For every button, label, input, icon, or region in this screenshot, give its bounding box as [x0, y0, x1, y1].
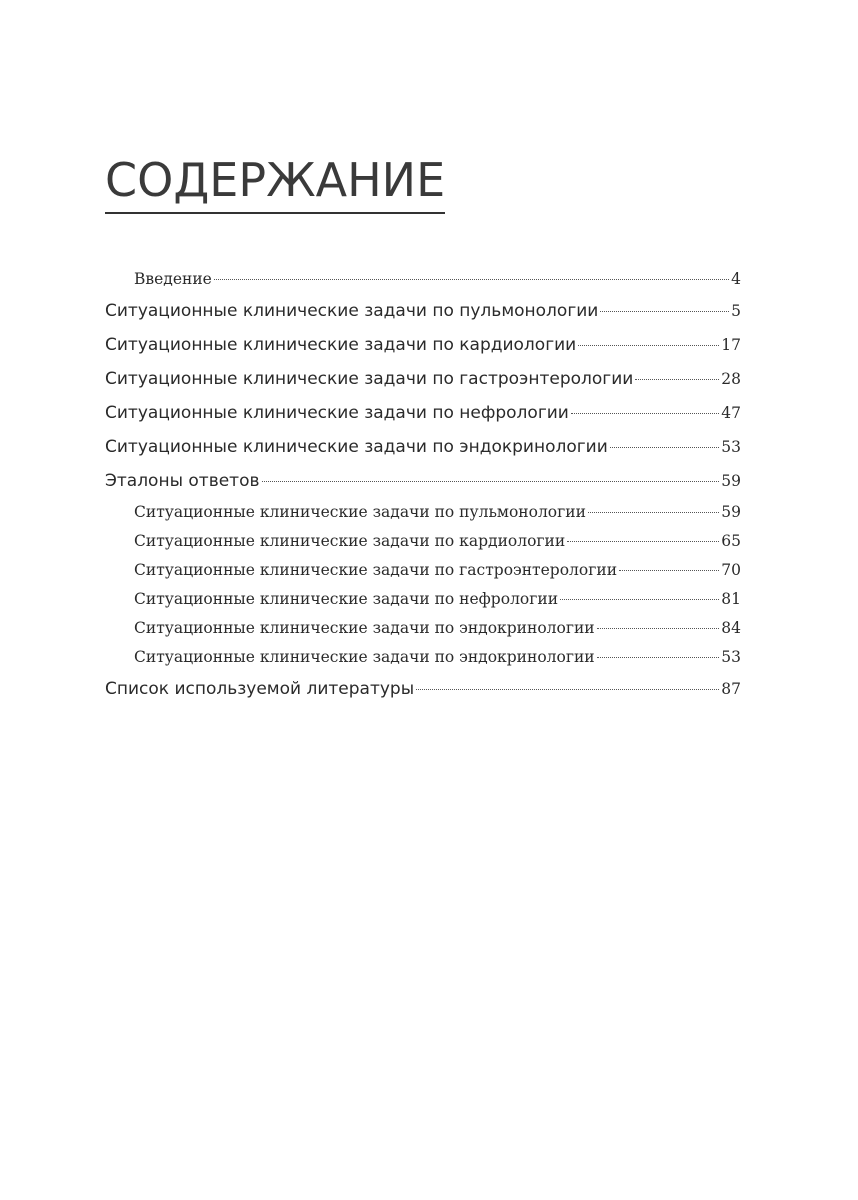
- toc-leader-dots: [635, 379, 719, 380]
- toc-leader-dots: [214, 279, 729, 280]
- toc-entry-pulmonology[interactable]: [105, 294, 741, 328]
- toc-entry-label: Ситуационные клинические задачи по эндокринологии: [105, 437, 608, 457]
- toc-leader-dots: [578, 345, 719, 346]
- toc-entry-label: Ситуационные клинические задачи по пульмонологии: [105, 301, 599, 321]
- toc-subentry-endocrinology-2[interactable]: [105, 643, 741, 672]
- toc-page-number: 65: [721, 532, 741, 550]
- toc-page-number: 59: [721, 472, 741, 490]
- toc-entry-endocrinology[interactable]: [105, 430, 741, 464]
- toc-entry-label: Ситуационные клинические задачи по эндокринологии: [134, 648, 595, 666]
- toc-leader-dots: [567, 541, 719, 542]
- toc-page-number: 70: [721, 561, 741, 579]
- toc-page-number: 53: [721, 438, 741, 456]
- toc-leader-dots: [571, 413, 719, 414]
- toc-entry-introduction[interactable]: [105, 264, 741, 294]
- toc-leader-dots: [416, 689, 719, 690]
- toc-page-number: 47: [721, 404, 741, 422]
- toc-entry-nephrology[interactable]: [105, 396, 741, 430]
- table-of-contents: [105, 264, 741, 706]
- page-title: СОДЕРЖАНИЕ: [105, 150, 445, 214]
- toc-leader-dots: [262, 481, 720, 482]
- toc-page-number: 81: [721, 590, 741, 608]
- toc-page-number: 59: [721, 503, 741, 521]
- toc-entry-label: Ситуационные клинические задачи по кардиологии: [105, 335, 577, 355]
- toc-entry-label: Список используемой литературы: [105, 679, 415, 699]
- toc-leader-dots: [600, 311, 729, 312]
- toc-page-number: 5: [731, 302, 741, 320]
- toc-entry-label: Ситуационные клинические задачи по кардиологии: [134, 532, 566, 550]
- toc-entry-label: Эталоны ответов: [105, 471, 260, 491]
- toc-subentry-cardiology[interactable]: [105, 527, 741, 556]
- toc-page-number: 53: [721, 648, 741, 666]
- toc-entry-cardiology[interactable]: [105, 328, 741, 362]
- toc-entry-label: Ситуационные клинические задачи по гастроэнтерологии: [134, 561, 618, 579]
- toc-subentry-nephrology[interactable]: [105, 585, 741, 614]
- toc-leader-dots: [597, 657, 720, 658]
- toc-leader-dots: [610, 447, 719, 448]
- toc-entry-label: Ситуационные клинические задачи по нефрологии: [134, 590, 559, 608]
- toc-page-number: 4: [731, 270, 741, 288]
- toc-leader-dots: [619, 570, 719, 571]
- toc-page-number: 84: [721, 619, 741, 637]
- toc-page-number: 87: [721, 680, 741, 698]
- toc-subentry-gastroenterology[interactable]: [105, 556, 741, 585]
- toc-subentry-pulmonology[interactable]: [105, 498, 741, 527]
- toc-leader-dots: [597, 628, 720, 629]
- toc-page-number: 17: [721, 336, 741, 354]
- toc-leader-dots: [588, 512, 719, 513]
- toc-entry-label: Ситуационные клинические задачи по пульмонологии: [134, 503, 586, 521]
- toc-entry-label: Ситуационные клинические задачи по гастроэнтерологии: [105, 369, 634, 389]
- toc-page-number: 28: [721, 370, 741, 388]
- toc-entry-label: Введение: [134, 270, 212, 288]
- toc-entry-answer-keys[interactable]: [105, 464, 741, 498]
- toc-entry-label: Ситуационные клинические задачи по нефрологии: [105, 403, 569, 423]
- toc-entry-references[interactable]: [105, 672, 741, 706]
- toc-leader-dots: [560, 599, 719, 600]
- toc-entry-label: Ситуационные клинические задачи по эндокринологии: [134, 619, 595, 637]
- toc-entry-gastroenterology[interactable]: [105, 362, 741, 396]
- toc-subentry-endocrinology[interactable]: [105, 614, 741, 643]
